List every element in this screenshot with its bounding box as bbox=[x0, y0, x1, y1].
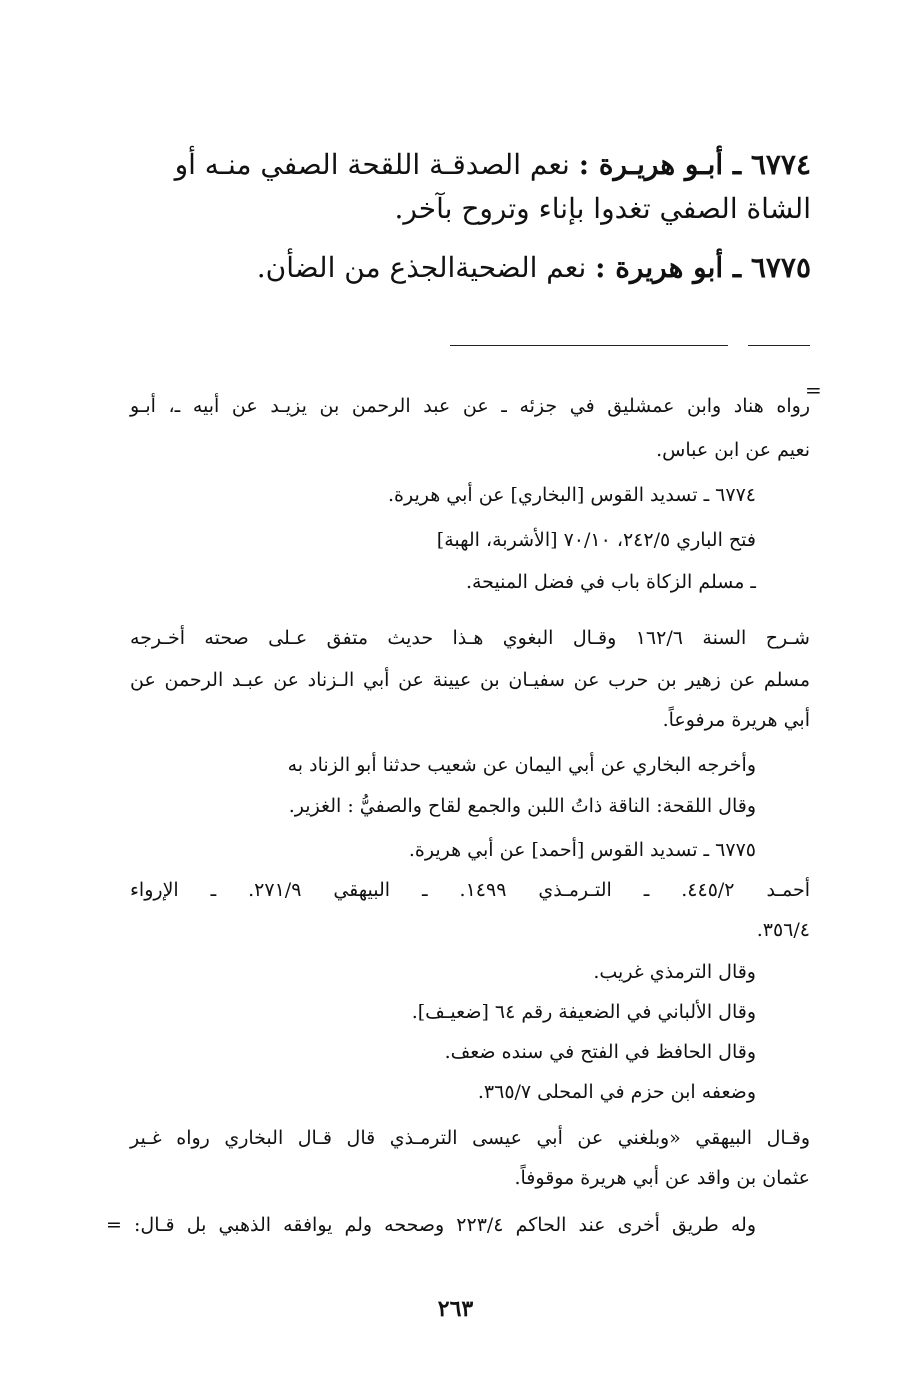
footnote-line: مسلم عن زهير بن حرب عن سفيـان بن عيينة عن أبي الـزناد عن عبـد الرحمن عن bbox=[130, 669, 810, 691]
footnote-line: عثمان بن واقد عن أبي هريرة موقوفاً. bbox=[514, 1167, 810, 1189]
footnote-line: ٦٧٧٤ ـ تسديد القوس [البخاري] عن أبي هريرة. bbox=[387, 484, 756, 506]
footnote-line: وله طريق أخرى عند الحاكم ٢٢٣/٤ وصححه ولم يوافقه الذهبي بل قـال: = bbox=[106, 1214, 757, 1236]
hadith-6775 bbox=[131, 240, 811, 296]
footnote-line: وقال الترمذي غريب. bbox=[593, 961, 756, 983]
footnote-line: وقال الحافظ في الفتح في سنده ضعف. bbox=[444, 1041, 756, 1063]
hadith-6774-line2: الشاة الصفي تغدوا بإناء وتروح بآخر. bbox=[394, 192, 811, 225]
footnote-separator bbox=[450, 345, 728, 346]
footnote-separator-short bbox=[748, 345, 810, 346]
footnote-line: ٦٧٧٥ ـ تسديد القوس [أحمد] عن أبي هريرة. bbox=[408, 839, 756, 861]
footnote-line: ـ مسلم الزكاة باب في فضل المنيحة. bbox=[465, 571, 756, 593]
footnote-line: أبي هريرة مرفوعاً. bbox=[662, 709, 810, 731]
footnote-line: نعيم عن ابن عباس. bbox=[656, 439, 810, 461]
footnote-line: أحمـد ٤٤٥/٢. ـ التـرمـذي ١٤٩٩. ـ البيهقي ٢٧١/٩. ـ الإرواء bbox=[130, 879, 811, 901]
footnote-line: ٣٥٦/٤. bbox=[756, 919, 810, 941]
hadith-text: نعم الضحيةالجذع من الضأن. bbox=[256, 251, 596, 284]
continuation-marker: = bbox=[805, 378, 822, 402]
footnote-line: شـرح السنة ١٦٢/٦ وقـال البغوي هـذا حديث متفق عـلى صحته أخـرجه bbox=[130, 627, 810, 649]
hadith-text: نعم الصدقـة اللقحة الصفي منـه أو bbox=[174, 148, 579, 181]
footnote-line: وضعفه ابن حزم في المحلى ٣٦٥/٧. bbox=[477, 1081, 756, 1103]
hadith-number: ٦٧٧٤ ـ أبـو هريـرة : bbox=[578, 148, 811, 181]
footnote-line: فتح الباري ٢٤٢/٥، ٧٠/١٠ [الأشربة، الهبة] bbox=[436, 529, 756, 551]
footnote-line: وقال اللقحة: الناقة ذاتُ اللبن والجمع لقاح والصفيُّ : الغزير. bbox=[288, 795, 756, 817]
footnote-line: وقـال البيهقي «وبلغني عن أبي عيسى الترمـذي قال قـال البخاري رواه غـير bbox=[130, 1127, 810, 1149]
footnote-line: وأخرجه البخاري عن أبي اليمان عن شعيب حدثنا أبو الزناد به bbox=[287, 754, 756, 776]
footnote-line: رواه هناد وابن عمشليق في جزئه ـ عن عبد الرحمن بن يزيـد عن أبيه ـ، أبـو bbox=[130, 395, 810, 417]
hadith-number: ٦٧٧٥ ـ أبو هريرة : bbox=[595, 251, 811, 284]
footnote-line: وقال الألباني في الضعيفة رقم ٦٤ [ضعيـف]. bbox=[411, 1001, 756, 1023]
page-number: ٢٦٣ bbox=[437, 1296, 474, 1322]
